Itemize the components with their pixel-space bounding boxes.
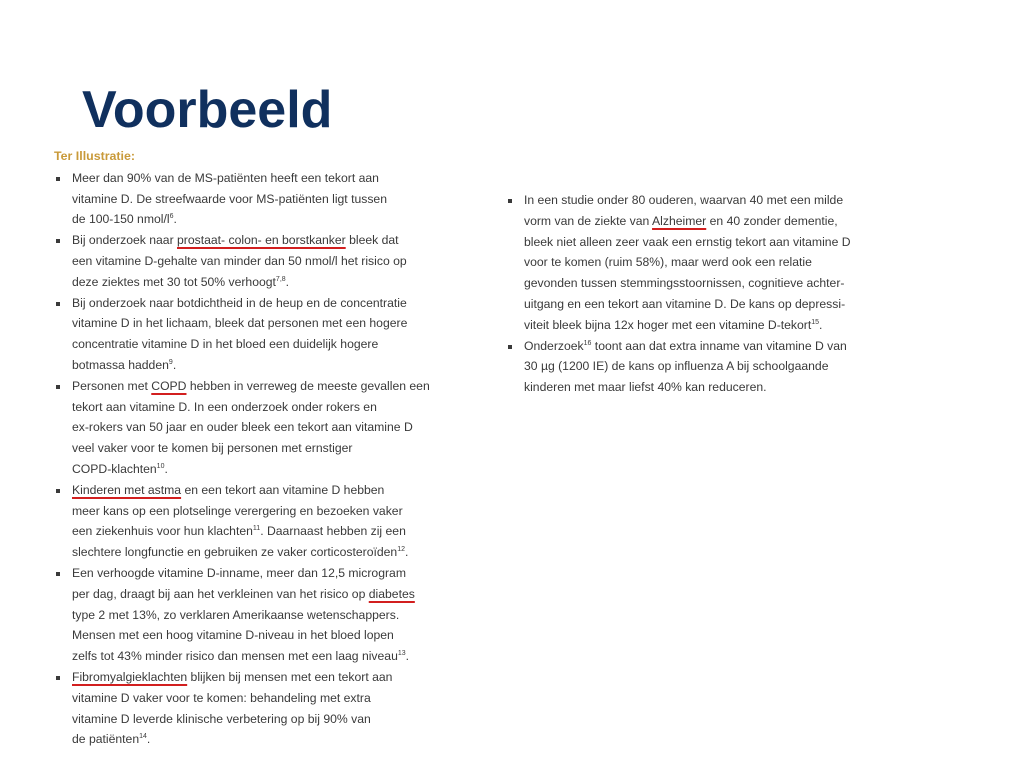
text-segment: uitgang en een tekort aan vitamine D. De kans op depressi- xyxy=(524,296,846,311)
text-line xyxy=(72,209,474,230)
footnote-ref: 10 xyxy=(156,462,165,470)
text-line xyxy=(72,251,474,272)
text-line xyxy=(72,542,474,563)
footnote-ref: 14 xyxy=(139,733,147,741)
text-line xyxy=(72,688,474,709)
text-line xyxy=(524,232,938,253)
text-line xyxy=(72,230,474,251)
left-column xyxy=(54,146,474,750)
text-segment: . xyxy=(819,317,823,332)
slide-title: Voorbeeld xyxy=(82,81,333,139)
underlined-term: diabetes xyxy=(368,586,415,601)
text-line xyxy=(72,313,474,334)
text-line xyxy=(72,584,474,605)
text-segment: Een verhoogde vitamine D-inname, meer dan 12,5 microgram xyxy=(72,565,406,580)
footnote-ref: 15 xyxy=(811,318,820,326)
footnote-ref: 7,8 xyxy=(275,275,286,283)
text-segment: . xyxy=(405,545,409,560)
text-segment: per dag, draagt bij aan het verkleinen van het risico op xyxy=(72,586,369,601)
text-line xyxy=(72,563,474,584)
text-segment: vitamine D leverde klinische verbetering op bij 90% van xyxy=(72,711,371,726)
underlined-term: Alzheimer xyxy=(652,213,707,228)
left-bullet-list xyxy=(54,168,474,750)
text-segment: en 40 zonder dementie, xyxy=(706,213,838,228)
text-line xyxy=(524,211,938,232)
bullet-item xyxy=(54,168,474,230)
bullet-item xyxy=(54,293,474,376)
text-line xyxy=(524,190,938,211)
text-segment: viteit bleek bijna 12x hoger met een vitamine D-tekort xyxy=(524,317,812,332)
bullet-item xyxy=(54,230,474,292)
bullet-item xyxy=(54,563,474,667)
text-line xyxy=(72,417,474,438)
text-segment: veel vaker voor te komen bij personen met ernstiger xyxy=(72,441,353,456)
text-line xyxy=(72,397,474,418)
subheading: Ter Illustratie: xyxy=(54,149,136,163)
footnote-ref: 9 xyxy=(168,358,173,366)
text-segment: de patiënten xyxy=(72,732,140,747)
text-line xyxy=(72,293,474,314)
footnote-ref: 6 xyxy=(169,213,174,221)
text-line xyxy=(72,709,474,730)
text-segment: Bij onderzoek naar xyxy=(72,233,178,248)
text-line xyxy=(72,355,474,376)
text-segment: toont aan dat extra inname van vitamine D van xyxy=(591,338,847,353)
text-line xyxy=(524,336,938,357)
text-line xyxy=(524,294,938,315)
text-segment: . Daarnaast hebben zij een xyxy=(260,524,406,539)
text-line xyxy=(72,605,474,626)
text-segment: Personen met xyxy=(72,378,152,393)
text-line xyxy=(72,334,474,355)
text-segment: . xyxy=(173,212,177,227)
text-segment: de 100-150 nmol/l xyxy=(72,212,170,227)
text-line xyxy=(524,377,938,398)
text-line xyxy=(72,459,474,480)
text-line xyxy=(72,521,474,542)
footnote-ref: 16 xyxy=(583,339,592,347)
bullet-item xyxy=(54,667,474,750)
text-segment: concentratie vitamine D in het bloed een duidelijk hogere xyxy=(72,337,379,352)
text-line xyxy=(72,625,474,646)
text-segment: een ziekenhuis voor hun klachten xyxy=(72,524,253,539)
text-line xyxy=(524,252,938,273)
text-line xyxy=(524,356,938,377)
text-segment: 30 µg (1200 IE) de kans op influenza A bij schoolgaande xyxy=(524,359,829,374)
text-line xyxy=(72,729,474,750)
text-segment: . xyxy=(405,649,410,664)
footnote-ref: 11 xyxy=(252,525,261,533)
text-segment: deze ziektes met 30 tot 50% verhoogt xyxy=(72,274,276,289)
text-segment: . xyxy=(146,732,151,747)
underlined-term: prostaat- colon- en borstkanker xyxy=(177,233,346,248)
text-segment: ex-rokers van 50 jaar en ouder bleek een tekort aan vitamine D xyxy=(72,420,413,435)
text-line xyxy=(72,501,474,522)
footnote-ref: 13 xyxy=(397,650,406,658)
text-segment: botmassa hadden xyxy=(72,357,169,372)
underlined-term: Fibromyalgieklachten xyxy=(72,669,188,684)
text-segment: vitamine D vaker voor te komen: behandeling met extra xyxy=(72,690,371,705)
bullet-item xyxy=(54,480,474,563)
text-segment: Bij onderzoek naar botdichtheid in de heup en de concentratie xyxy=(72,295,407,310)
text-line xyxy=(72,480,474,501)
text-segment: kinderen met maar liefst 40% kan reduceren. xyxy=(524,380,767,395)
text-segment: Onderzoek xyxy=(524,338,584,353)
text-line xyxy=(524,315,938,336)
bullet-item xyxy=(506,190,938,336)
right-column xyxy=(506,190,938,398)
text-segment: een vitamine D-gehalte van minder dan 50 nmol/l het risico op xyxy=(72,253,407,268)
text-segment: voor te komen (ruim 58%), maar werd ook een relatie xyxy=(524,255,812,270)
text-segment: COPD-klachten xyxy=(72,461,157,476)
text-segment: vorm van de ziekte van xyxy=(524,213,653,228)
text-segment: Meer dan 90% van de MS-patiënten heeft een tekort aan xyxy=(72,170,379,185)
text-line xyxy=(72,189,474,210)
text-segment: slechtere longfunctie en gebruiken ze vaker corticosteroïden xyxy=(72,545,398,560)
bullet-item xyxy=(54,376,474,480)
text-segment: In een studie onder 80 ouderen, waarvan 40 met een milde xyxy=(524,193,844,207)
text-line xyxy=(524,273,938,294)
text-segment: vitamine D. De streefwaarde voor MS-patiënten ligt tussen xyxy=(72,191,387,206)
text-segment: type 2 met 13%, zo verklaren Amerikaanse wetenschappers. xyxy=(72,607,400,622)
footnote-ref: 12 xyxy=(397,546,405,554)
text-segment: meer kans op een plotselinge verergering en bezoeken vaker xyxy=(72,503,403,518)
text-line xyxy=(72,272,474,293)
text-segment: blijken bij mensen met een tekort aan xyxy=(187,669,393,684)
text-line xyxy=(72,646,474,667)
text-line xyxy=(72,376,474,397)
text-segment: bleek dat xyxy=(345,233,399,248)
text-segment: gevonden tussen stemmingsstoornissen, cognitieve achter- xyxy=(524,276,845,291)
text-segment: . xyxy=(172,357,177,372)
text-segment: zelfs tot 43% minder risico dan mensen met een laag niveau xyxy=(72,649,398,664)
text-segment: . xyxy=(285,274,290,289)
text-segment: vitamine D in het lichaam, bleek dat personen met een hogere xyxy=(72,316,408,331)
text-segment: Mensen met een hoog vitamine D-niveau in het bloed lopen xyxy=(72,628,394,643)
right-bullet-list xyxy=(506,190,938,398)
text-segment: hebben in verreweg de meeste gevallen een xyxy=(186,378,430,393)
text-segment: . xyxy=(164,461,168,476)
text-segment: tekort aan vitamine D. In een onderzoek onder rokers en xyxy=(72,399,377,414)
text-line xyxy=(72,438,474,459)
underlined-term: Kinderen met astma xyxy=(72,482,182,497)
text-line xyxy=(72,168,474,189)
bullet-item xyxy=(506,336,938,398)
underlined-term: COPD xyxy=(151,378,187,393)
text-segment: bleek niet alleen zeer vaak een ernstig tekort aan vitamine D xyxy=(524,234,851,249)
text-line xyxy=(72,667,474,688)
text-segment: en een tekort aan vitamine D hebben xyxy=(181,482,385,497)
